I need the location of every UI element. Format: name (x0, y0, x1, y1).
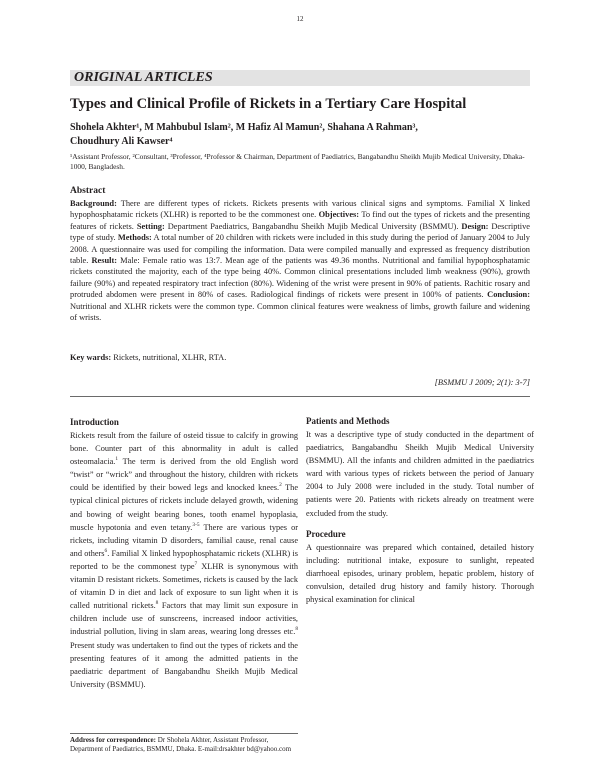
abstract-heading: Abstract (70, 186, 106, 196)
page-number: 12 (296, 15, 304, 23)
correspondence-footnote (70, 736, 298, 754)
reference-mark: 3-5 (192, 521, 200, 528)
conclusion-label: Conclusion: (487, 290, 530, 300)
reference-mark: 1 (115, 456, 119, 463)
reference-mark: 7 (194, 561, 198, 568)
authors-line-2: Choudhury Ali Kawser⁴ (70, 136, 173, 147)
objectives-label: Objectives: (318, 210, 360, 220)
intro-sentence: XLHR is synonymous with vitamin D resistant rickets. Sometimes, rickets is caused by the lack of vitamin D in diet and lack of exposure to sun light when it is called nutritional rickets. (70, 561, 298, 611)
section-banner (70, 70, 530, 86)
objectives-text: To find out the types of rickets and the presenting features of rickets. (70, 210, 530, 231)
correspondence-text: Dr Shohela Akhter, Assistant Professor, Department of Paediatrics, BSMMU, Dhaka. E-mail:drsakhter bd@yahoo.com (70, 736, 292, 753)
procedure-text: A questionnaire was prepared which contained, detailed history including: nutritional intake, exposure to sunlight, repeated diarrhoeal episodes, urinary problem, hepatic problem, history of convulsion, detailed drug history and family history. Thorough physical examination for clinical (306, 542, 534, 605)
result-label: Result: (91, 256, 118, 266)
intro-sentence: Factors that may limit sun exposure in children include use of sunscreens, increased indoor activities, industrial pollution, living in slam areas, wearing long dresses etc. (70, 601, 298, 637)
section-label: ORIGINAL ARTICLES (74, 70, 213, 85)
introduction-heading: Introduction (70, 417, 119, 427)
section-divider (70, 396, 530, 397)
journal-citation: [BSMMU J 2009; 2(1): 3-7] (434, 378, 530, 387)
procedure-heading: Procedure (306, 528, 346, 539)
abstract-body (70, 198, 530, 323)
reference-mark: 6 (104, 548, 108, 555)
intro-sentence: Present study was undertaken to find out the types of rickets and the presenting features of it among the admitted patients in the paediatric department of Bangabandhu Sheikh Mujib Medical University (BSMMU). (70, 640, 298, 689)
author-list (70, 121, 530, 149)
conclusion-text: Nutritional and XLHR rickets were the common type. Common clinical features were weakness of limbs, growth failure and widening of wrists. (70, 301, 530, 323)
background-label: Background: (70, 199, 117, 208)
left-column (70, 416, 298, 691)
right-column (306, 415, 534, 606)
keywords-text: Rickets, nutritional, XLHR, RTA. (111, 353, 227, 362)
intro-sentence: . Familial X linked hypophosphatamic rickets (XLHR) is reported to be the commonest type (70, 548, 298, 571)
introduction-text (70, 429, 298, 691)
correspondence-label: Address for correspondence: (70, 736, 156, 744)
intro-sentence: There are various types or rickets, including vitamin D disorders, familial cause, renal cause and others (70, 522, 299, 558)
keywords (70, 353, 530, 362)
intro-sentence: The typical clinical pictures of rickets include delayed growth, widening and bowing of weight bearing bones, tooth enamel hypoplasia, muscle hypotonia and even tetany. (70, 483, 299, 532)
article-title: Types and Clinical Profile of Rickets in a Tertiary Care Hospital (70, 96, 467, 112)
patients-methods-text: It was a descriptive type of study conducted in the department of paediatrics, Bangabandhu Sheikh Mujib Medical University (BSMMU). All the infants and children admitted in the paediatrics ward with various types of rickets between the period of January 2004 to July 2008 were included in the study. Total number of patients were 20. Patients with rickets already on treatment were excluded from the study. (306, 430, 534, 518)
patients-methods-heading: Patients and Methods (306, 416, 390, 426)
intro-sentence: Rickets result from the failure of osteid tissue to calcify in growing bone. Counter part of this abnormality in adult is called osteomalacia. (70, 431, 298, 467)
methods-text: A total number of 20 children with rickets were included in this study during the period of January 2004 to July 2008. A questionnaire was used for compiling the information. Data were compiled manually and expressed as frequency distribution table. (70, 233, 530, 266)
footnote-divider (70, 733, 298, 734)
author-affiliations: ¹Assistant Professor, ²Consultant, ³Professor, ⁴Professor & Chairman, Department of Paediatrics, Bangabandhu Sheikh Mujib Medical University, Dhaka-1000, Bangladesh. (70, 152, 525, 171)
paragraph-gap (306, 520, 534, 528)
methods-label: Methods: (117, 233, 152, 243)
design-text: Descriptive type of study. (70, 221, 530, 243)
reference-mark: 2 (279, 482, 282, 489)
setting-text: Department Paediatrics, Bangabandhu Sheikh Mujib Medical University (BSMMU). (164, 221, 462, 231)
keywords-label: Key wards: (70, 353, 112, 362)
setting-label: Setting: (136, 221, 165, 231)
design-label: Design: (461, 221, 489, 231)
authors-line-1: Shohela Akhter¹, M Mahbubul Islam², M Hafiz Al Mamun², Shahana A Rahman³, (70, 122, 418, 133)
background-text: There are different types of rickets. Rickets presents with various clinical signs and symptoms. Familial X linked hypophosphatamic rickets (XLHR) is reported to be the commonest one. (70, 199, 530, 220)
intro-sentence: The term is derived from the old English word “twist” or “wrick” and throughout the history, children with rickets could be identified by their bowed legs and knocked knees. (70, 457, 298, 493)
result-text: Male: Female ratio was 13:7. Mean age of the patients was 49.36 months. Nutritional and familial hypophosphatamic rickets constituted the majority, each of the type being 40%. Common clinical presentations included limb weakness (90%), growth failure (90%) and repeated respiratory tract infection (80%). Widening of the wrist were present in 90% of patients. Rachitic rosary and protruded abdomen were present in 80% of cases. Radiological findings of rickets were present in 100% of patients. (70, 256, 530, 300)
reference-mark: 8 (295, 626, 298, 633)
reference-mark: 8 (155, 600, 159, 607)
